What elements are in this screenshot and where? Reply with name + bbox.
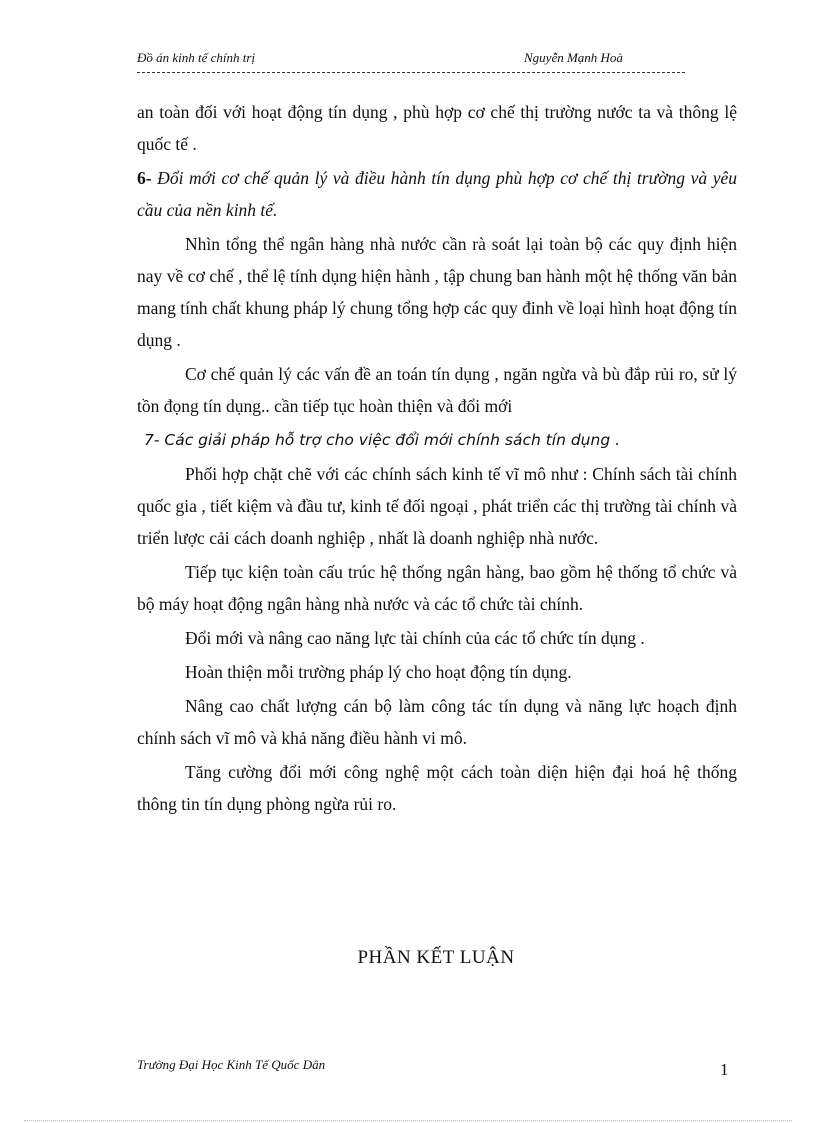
header-author: Nguyễn Mạnh Hoà bbox=[524, 50, 623, 65]
paragraph-4: Phối hợp chặt chẽ với các chính sách kinh tế vĩ mô như : Chính sách tài chính quốc gia , tiết kiệm và đầu tư, kinh tế đối ngoại , phát triển các thị trường tài chính và triển lược cải cách doanh nghiệp , nhất là doanh nghiệp nhà nước. bbox=[137, 464, 737, 548]
section-number-6: 6- bbox=[137, 168, 152, 188]
header-title: Đồ án kinh tế chính trị bbox=[137, 50, 256, 65]
paragraph-7: Hoàn thiện mỗi trường pháp lý cho hoạt động tín dụng. bbox=[185, 662, 572, 682]
section-heading-6-text: Đổi mới cơ chế quản lý và điều hành tín dụng phù hợp cơ chế thị trường và yêu cầu của nền kinh tế. bbox=[137, 168, 737, 220]
section-title-conclusion: PHẦN KẾT LUẬN bbox=[357, 947, 515, 968]
page-number: 1 bbox=[720, 1060, 729, 1079]
header-divider bbox=[137, 72, 685, 73]
paragraph-8: Nâng cao chất lượng cán bộ làm công tác tín dụng và năng lực hoạch định chính sách vĩ mô và khả năng điều hành vi mô. bbox=[137, 696, 737, 748]
document-body bbox=[137, 96, 737, 822]
section-heading-6 bbox=[137, 162, 737, 226]
paragraph-3: Cơ chế quản lý các vấn đề an toán tín dụng , ngăn ngừa và bù đắp rủi ro, sử lý tồn đọng tín dụng.. cần tiếp tục hoàn thiện và đổi mới bbox=[137, 364, 737, 416]
paragraph-9: Tăng cường đổi mới công nghệ một cách toàn diện hiện đại hoá hệ thống thông tin tín dụng phòng ngừa rủi ro. bbox=[137, 762, 737, 814]
paragraph-2: Nhìn tổng thể ngân hàng nhà nước cần rà soát lại toàn bộ các quy định hiện nay về cơ chế , thể lệ tính dụng hiện hành , tập chung ban hành một hệ thống văn bản mang tính chất khung pháp lý chung tổng hợp các quy đinh về loại hình hoạt động tín dụng . bbox=[137, 234, 737, 350]
footer-university: Trường Đại Học Kinh Tế Quốc Dân bbox=[137, 1057, 326, 1072]
paragraph-6: Đổi mới và nâng cao năng lực tài chính của các tổ chức tín dụng . bbox=[185, 628, 645, 648]
footer-divider bbox=[24, 1120, 792, 1121]
section-heading-7: 7- Các giải pháp hỗ trợ cho việc đổi mới chính sách tín dụng . bbox=[144, 431, 621, 449]
paragraph-5: Tiếp tục kiện toàn cấu trúc hệ thống ngân hàng, bao gồm hệ thống tổ chức và bộ máy hoạt động ngân hàng nhà nước và các tổ chức tài chính. bbox=[137, 562, 737, 614]
paragraph-1: an toàn đối với hoạt động tín dụng , phù hợp cơ chế thị trường nước ta và thông lệ quốc tế . bbox=[137, 102, 737, 154]
